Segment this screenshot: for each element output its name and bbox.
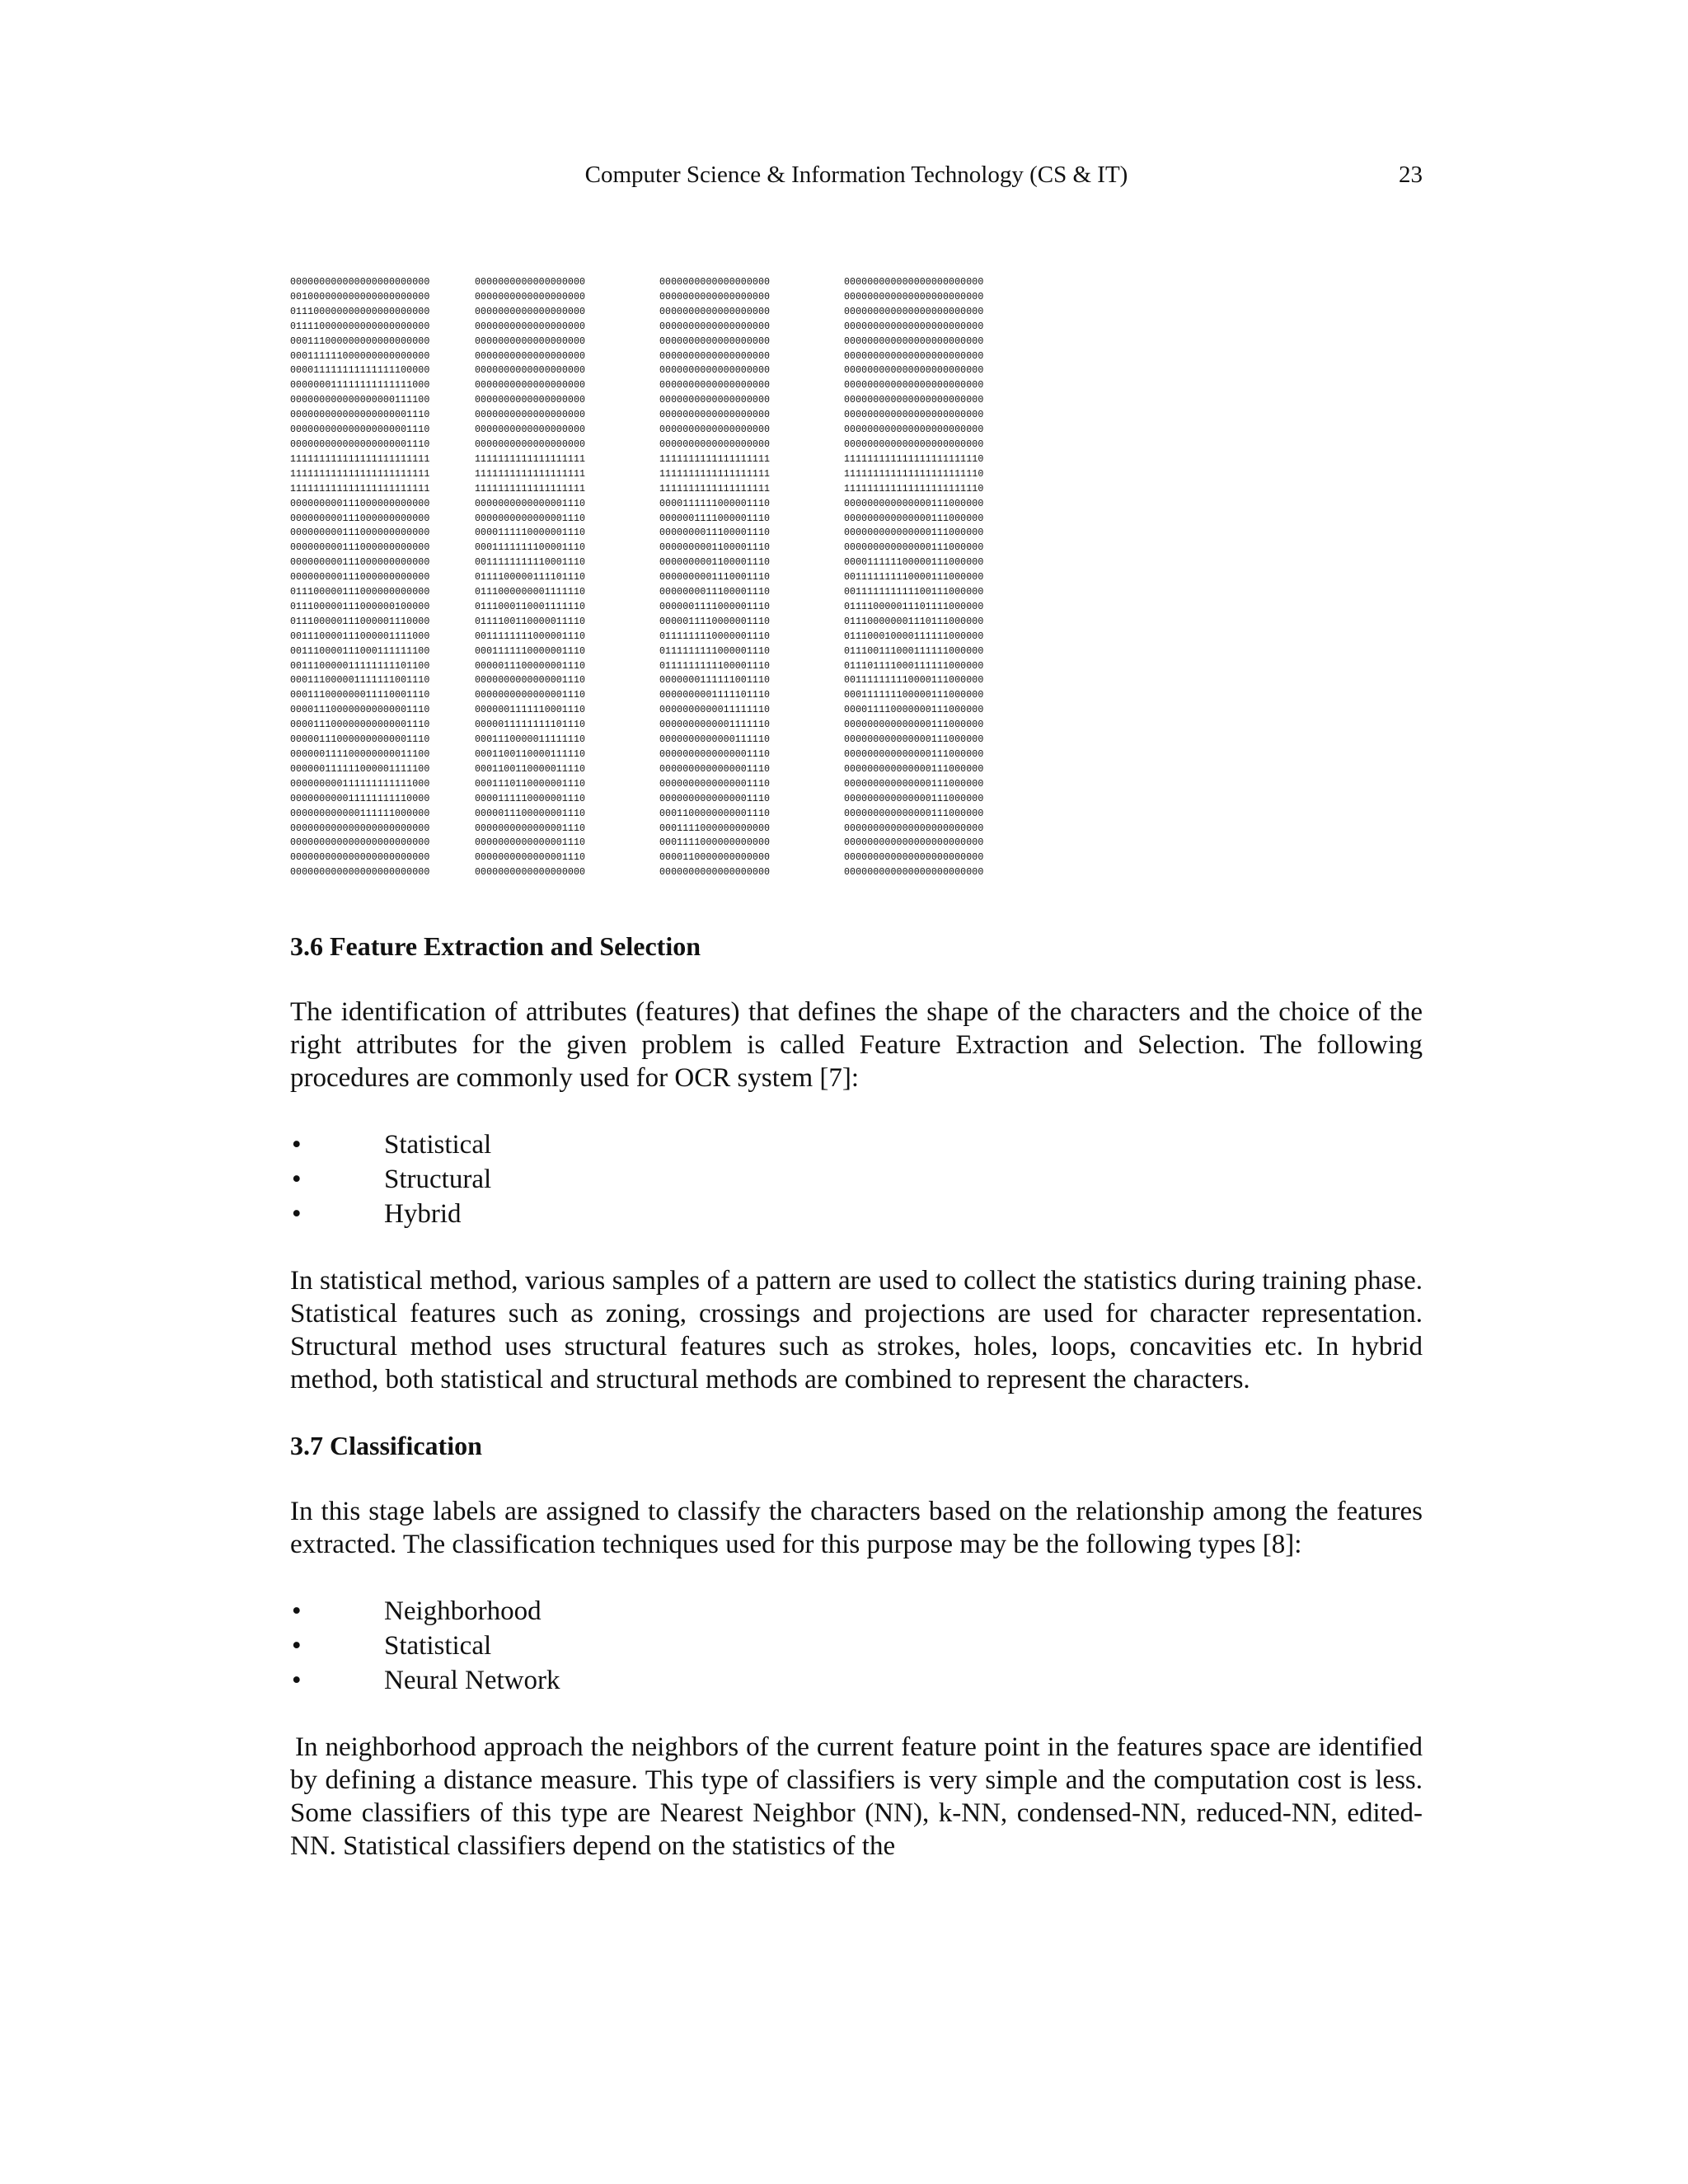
binary-matrix-3: 0000000000000000000 0000000000000000000 0000000000000000000 0000000000000000000 0000000000000000000 0000000000000000000 0000000000000000000 0000000000000000000 0000000000000000000 0000000000000000000 0000000000000000000 0000000000000000000 1111111111111111111 1111111111111111111 1111111111111111111 0000111111000001110 0000001111000001110 0000000011100001110 0000000001100001110 0000000001100001110 0000000001110001110 0000000011100001110 0000001111000001110 0000011110000001110 0111111110000001110 0111111111000001110 0111111111100001110 0000000111111001110 0000000001111101110 0000000000011111110 0000000000001111110 0000000000000111110 0000000000000001110 0000000000000001110 0000000000000001110 0000000000000001110 0001100000000001110 0001111000000000000 0001111000000000000 0000110000000000000 0000000000000000000 — [659, 277, 771, 879]
section-heading-3-7: 3.7 Classification — [290, 1431, 482, 1460]
classifier-type-list — [290, 1594, 1423, 1698]
list-item: • Neighborhood — [290, 1594, 1423, 1629]
list-item: • Structural — [290, 1162, 1423, 1197]
list-item: • Hybrid — [290, 1197, 1423, 1231]
binary-matrix-1: 000000000000000000000000 001000000000000000000000 011100000000000000000000 011110000000000000000000 000111000000000000000000 000111111000000000000000 000011111111111111100000 000000011111111111111000 000000000000000000111100 000000000000000000001110 000000000000000000001110 000000000000000000001110 111111111111111111111111 111111111111111111111111 111111111111111111111111 000000000111000000000000 000000000111000000000000 000000000111000000000000 000000000111000000000000 000000000111000000000000 000000000111000000000000 011100000111000000000000 011100000111000000100000 011100000111000001110000 001110000111000001111000 001110000111000111111100 001110000011111111101100 000111000001111111001110 000111000000011110001110 000011100000000000001110 000011100000000000001110 000001110000000000001110 000000111100000000011100 000000111111000001111100 000000000111111111111000 000000000011111111110000 000000000000111111000000 000000000000000000000000 000000000000000000000000 000000000000000000000000 000000000000000000000000 — [290, 277, 430, 879]
feature-method-list — [290, 1127, 1423, 1231]
section-heading-3-6: 3.6 Feature Extraction and Selection — [290, 931, 701, 961]
page-number: 23 — [1399, 162, 1423, 188]
section-3-7-paragraph-1: In this stage labels are assigned to classify the characters based on the relationship among the features extracted. The classification techniques used for this purpose may be the following types [8]: — [290, 1497, 1423, 1559]
list-item: • Statistical — [290, 1127, 1423, 1162]
body-text — [290, 930, 1423, 1896]
running-header — [290, 162, 1423, 198]
section-3-6-paragraph-1: The identification of attributes (features) that defines the shape of the characters and the choice of the right attributes for the given problem is called Feature Extraction and Selection. The following procedures are commonly used for OCR system [7]: — [290, 997, 1423, 1093]
journal-title: Computer Science & Information Technology (CS & IT) — [584, 162, 1128, 188]
binary-matrix-4: 000000000000000000000000 000000000000000000000000 000000000000000000000000 000000000000000000000000 000000000000000000000000 000000000000000000000000 000000000000000000000000 000000000000000000000000 000000000000000000000000 000000000000000000000000 000000000000000000000000 000000000000000000000000 111111111111111111111110 111111111111111111111110 111111111111111111111110 000000000000000111000000 000000000000000111000000 000000000000000111000000 000000000000000111000000 000011111100000111000000 001111111110000111000000 001111111111100111000000 011110000011101111000000 011100000001110111000000 011100010000111111000000 011100111000111111000000 011101111000111111000000 001111111110000111000000 000111111100000111000000 000011110000000111000000 000000000000000111000000 000000000000000111000000 000000000000000111000000 000000000000000111000000 000000000000000111000000 000000000000000111000000 000000000000000111000000 000000000000000000000000 000000000000000000000000 000000000000000000000000 000000000000000000000000 — [844, 277, 984, 879]
section-3-6-paragraph-2: In statistical method, various samples of a pattern are used to collect the statistics during training phase. Statistical features such as zoning, crossings and projections are used for character representation. Structural method uses structural features such as strokes, holes, loops, concavities etc. In hybrid method, both statistical and structural methods are combined to represent the characters. — [290, 1266, 1423, 1394]
binary-matrix-figure — [290, 275, 1032, 885]
binary-matrix-2: 0000000000000000000 0000000000000000000 0000000000000000000 0000000000000000000 0000000000000000000 0000000000000000000 0000000000000000000 0000000000000000000 0000000000000000000 0000000000000000000 0000000000000000000 0000000000000000000 1111111111111111111 1111111111111111111 1111111111111111111 0000000000000001110 0000000000000001110 0000111110000001110 0001111111100001110 0011111111110001110 0111100000111101110 0111000000001111110 0111000110001111110 0111100110000011110 0011111111000001110 0001111110000001110 0000011100000001110 0000000000000001110 0000000000000001110 0000001111110001110 0000011111111101110 0001110000011111110 0001100110000111110 0001100110000011110 0001110110000001110 0000111110000001110 0000011100000001110 0000000000000001110 0000000000000001110 0000000000000001110 0000000000000000000 — [475, 277, 586, 879]
list-item: • Statistical — [290, 1629, 1423, 1663]
section-3-7-paragraph-2: In neighborhood approach the neighbors of the current feature point in the features space are identified by defining a distance measure. This type of classifiers is very simple and the computation cost is less. Some classifiers of this type are Nearest Neighbor (NN), k-NN, condensed-NN, reduced-NN, edited-NN. Statistical classifiers depend on the statistics of the — [290, 1732, 1423, 1861]
list-item: • Neural Network — [290, 1663, 1423, 1698]
